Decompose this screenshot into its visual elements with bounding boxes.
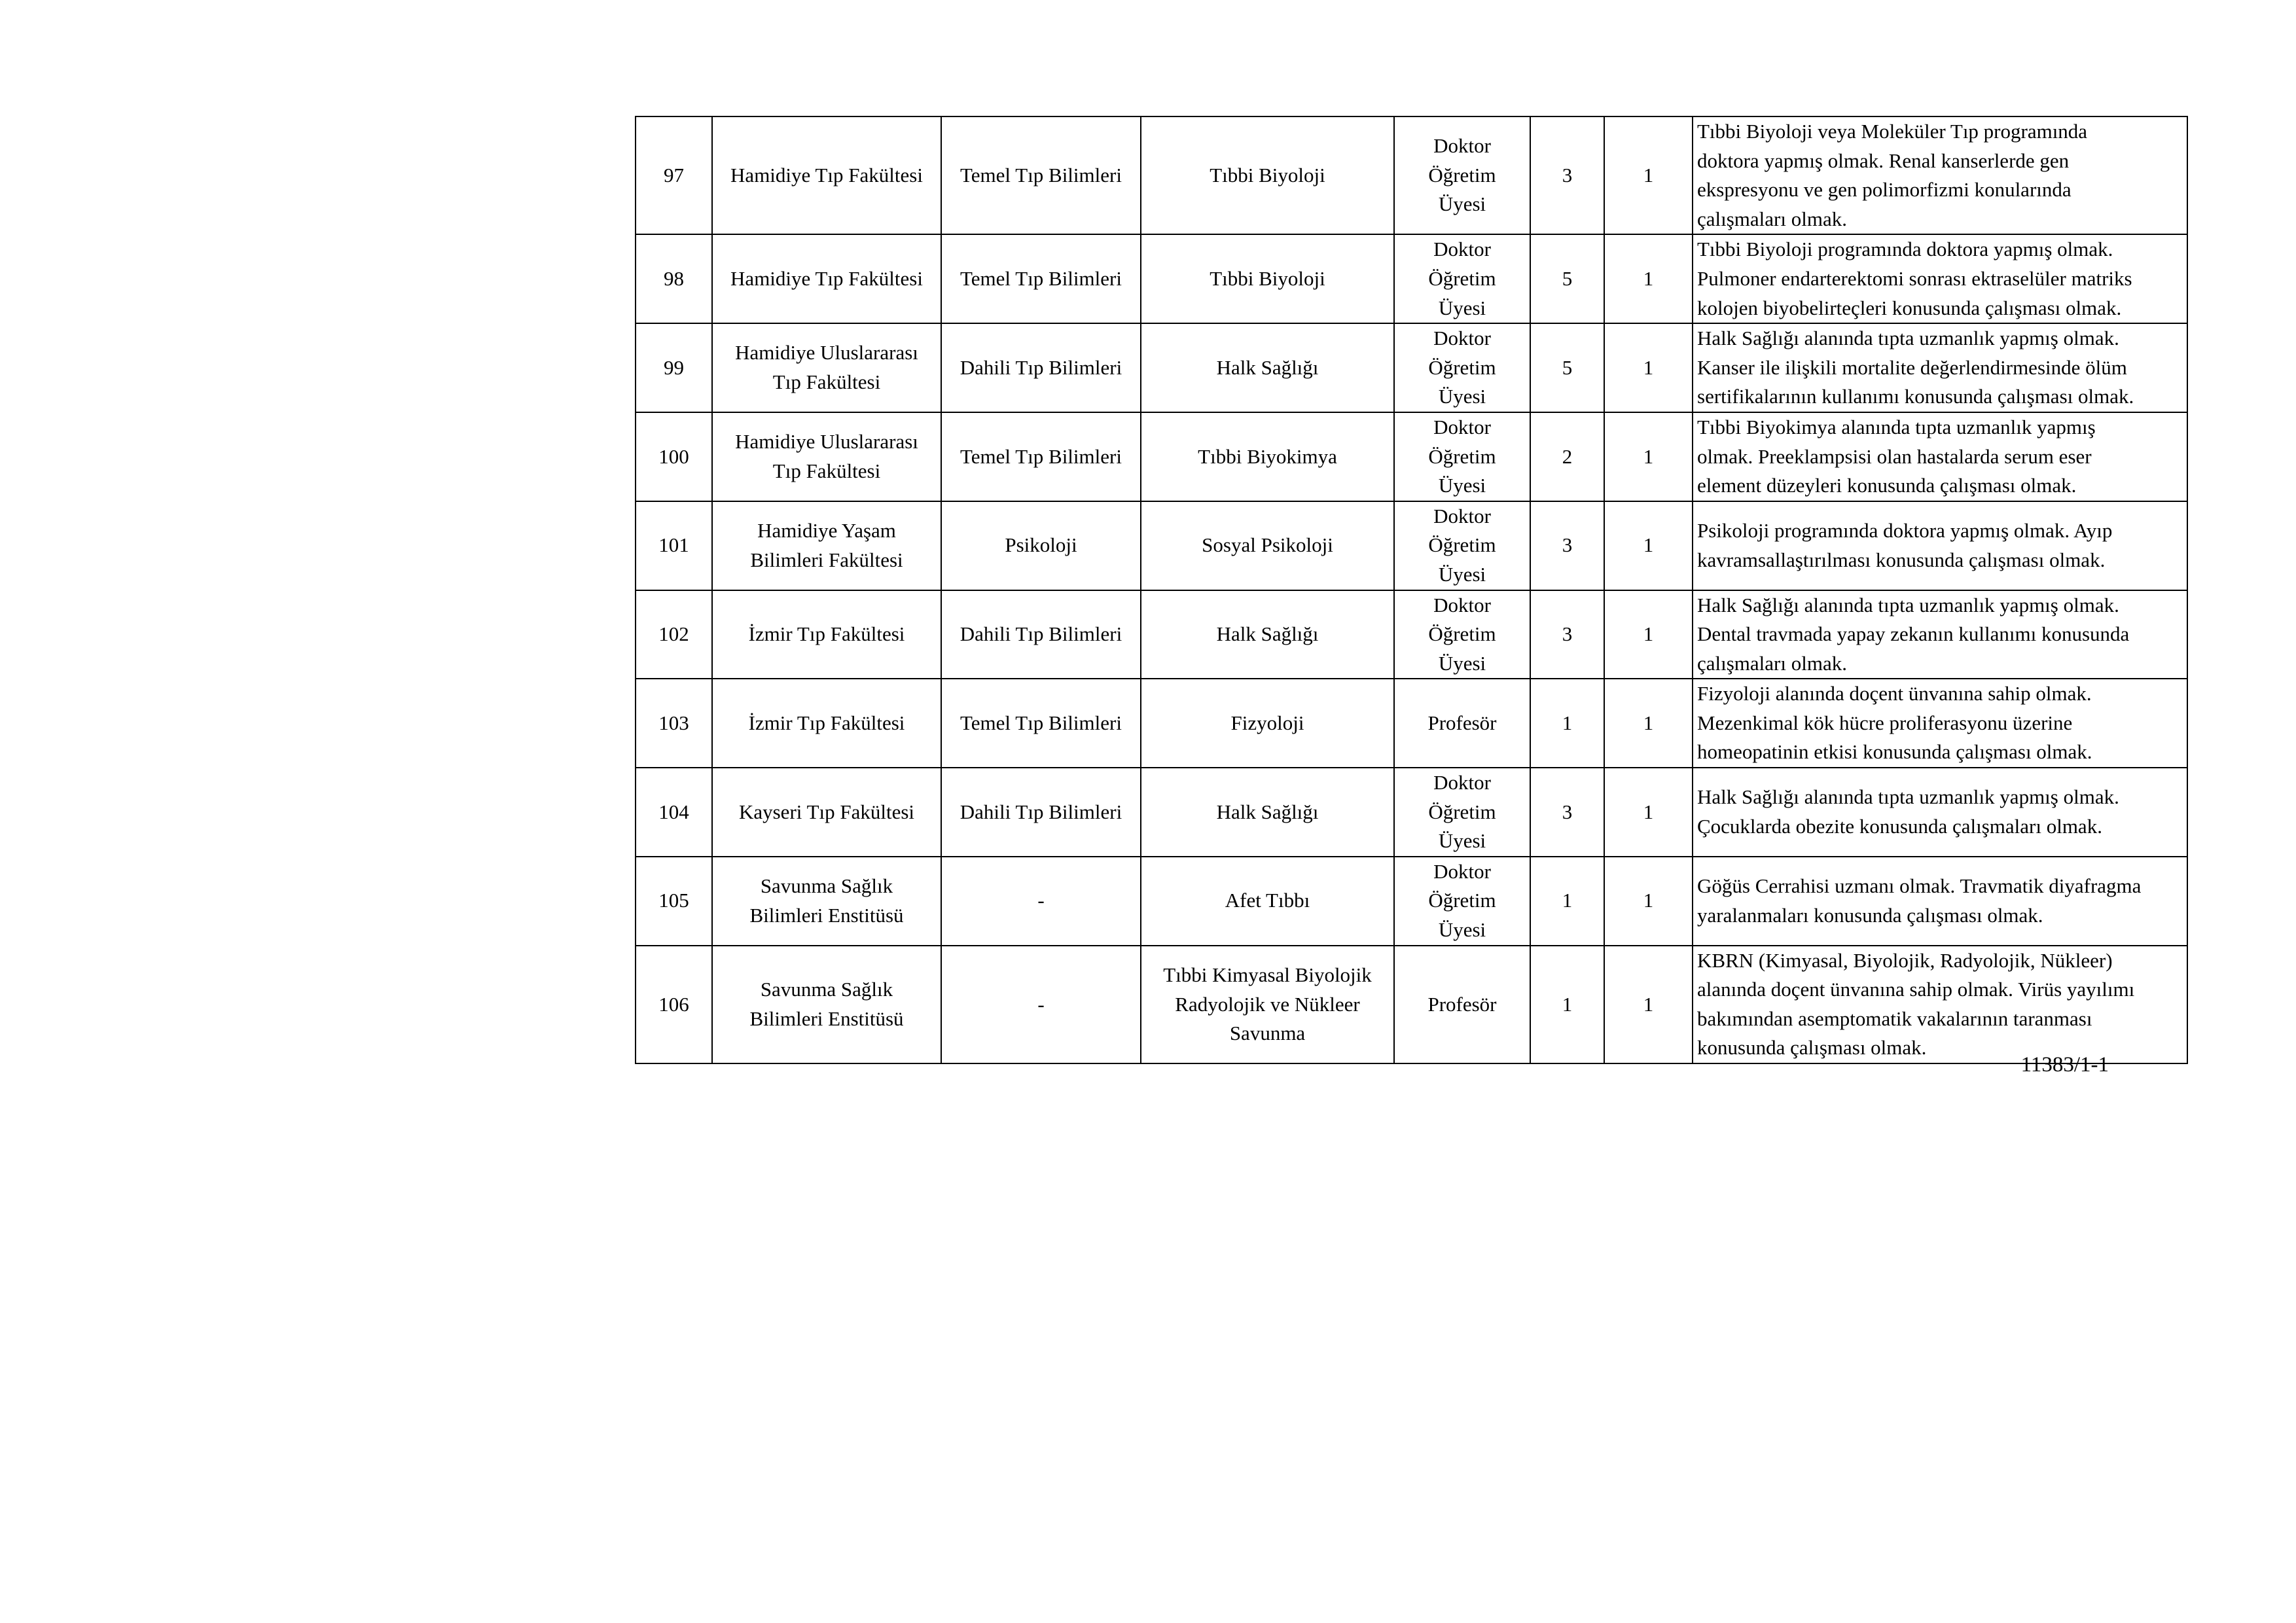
academic-title: Profesör <box>1427 711 1497 734</box>
requirements-cell <box>1693 323 2187 412</box>
position-count-cell <box>1604 768 1693 857</box>
row-number-cell <box>636 857 712 946</box>
requirements-cell <box>1693 590 2187 679</box>
field-name: Halk Sağlığı <box>1216 622 1319 646</box>
degree: 3 <box>1562 533 1573 557</box>
unit-name: Hamidiye Uluslararası Tıp Fakültesi <box>735 341 918 394</box>
academic-title-cell <box>1394 590 1530 679</box>
academic-title-cell <box>1394 768 1530 857</box>
field-name: Halk Sağlığı <box>1216 355 1319 379</box>
field-name-cell <box>1141 501 1394 590</box>
requirements: KBRN (Kimyasal, Biyolojik, Radyolojik, Nükleer) alanında doçent ünvanına sahip olmak. Virüs yayılımı bakımından asemptomatik vakalarının taranması konusunda çalışması olmak. <box>1697 948 2135 1060</box>
academic-title: Doktor Öğretim Üyesi <box>1428 771 1496 853</box>
degree: 5 <box>1562 266 1573 290</box>
degree: 2 <box>1562 444 1573 468</box>
unit-name-cell <box>712 768 941 857</box>
academic-title-cell <box>1394 501 1530 590</box>
department-name-cell <box>941 323 1141 412</box>
department-name: Dahili Tıp Bilimleri <box>960 355 1122 379</box>
field-name-cell <box>1141 116 1394 234</box>
row-number: 101 <box>658 533 689 557</box>
row-number-cell <box>636 501 712 590</box>
academic-title: Doktor Öğretim Üyesi <box>1428 859 1496 942</box>
requirements-cell <box>1693 857 2187 946</box>
requirements-cell <box>1693 679 2187 768</box>
degree-cell <box>1530 768 1604 857</box>
requirements-cell <box>1693 501 2187 590</box>
position-count: 1 <box>1643 889 1654 912</box>
department-name-cell <box>941 768 1141 857</box>
staff-positions-table <box>635 116 2188 1064</box>
requirements-cell <box>1693 946 2187 1063</box>
position-count: 1 <box>1643 266 1654 290</box>
row-number: 104 <box>658 800 689 823</box>
unit-name-cell <box>712 234 941 323</box>
field-name-cell <box>1141 857 1394 946</box>
unit-name-cell <box>712 412 941 501</box>
requirements: Tıbbi Biyoloji veya Moleküler Tıp programında doktora yapmış olmak. Renal kanserlerde gen ekspresyonu ve gen polimorfizmi konularında çalışmaları olmak. <box>1697 120 2088 230</box>
degree: 5 <box>1562 355 1573 379</box>
department-name: Dahili Tıp Bilimleri <box>960 622 1122 646</box>
academic-title-cell <box>1394 412 1530 501</box>
table-row <box>636 323 2187 412</box>
field-name-cell <box>1141 234 1394 323</box>
position-count-cell <box>1604 234 1693 323</box>
position-count-cell <box>1604 946 1693 1063</box>
degree-cell <box>1530 590 1604 679</box>
department-name: Temel Tıp Bilimleri <box>960 444 1122 468</box>
field-name-cell <box>1141 679 1394 768</box>
row-number: 98 <box>664 266 684 290</box>
field-name: Tıbbi Kimyasal Biyolojik Radyolojik ve Nükleer Savunma <box>1163 963 1372 1045</box>
department-name-cell <box>941 946 1141 1063</box>
department-name: Dahili Tıp Bilimleri <box>960 800 1122 823</box>
table-row <box>636 116 2187 234</box>
row-number-cell <box>636 679 712 768</box>
position-count: 1 <box>1643 711 1654 734</box>
position-count-cell <box>1604 857 1693 946</box>
field-name: Tıbbi Biyoloji <box>1210 163 1325 187</box>
position-count: 1 <box>1643 163 1654 187</box>
row-number: 106 <box>658 992 689 1016</box>
field-name: Fizyoloji <box>1230 711 1304 734</box>
degree-cell <box>1530 857 1604 946</box>
department-name: - <box>1037 889 1045 912</box>
table-row <box>636 946 2187 1063</box>
requirements-cell <box>1693 768 2187 857</box>
academic-title: Doktor Öğretim Üyesi <box>1428 593 1496 675</box>
unit-name-cell <box>712 857 941 946</box>
requirements-cell <box>1693 116 2187 234</box>
field-name-cell <box>1141 590 1394 679</box>
row-number-cell <box>636 768 712 857</box>
unit-name-cell <box>712 501 941 590</box>
table-row <box>636 590 2187 679</box>
academic-title-cell <box>1394 946 1530 1063</box>
row-number: 105 <box>658 889 689 912</box>
row-number: 102 <box>658 622 689 646</box>
degree: 3 <box>1562 163 1573 187</box>
degree-cell <box>1530 323 1604 412</box>
unit-name-cell <box>712 590 941 679</box>
unit-name: İzmir Tıp Fakültesi <box>748 622 905 646</box>
degree-cell <box>1530 116 1604 234</box>
table-row <box>636 412 2187 501</box>
unit-name: Hamidiye Yaşam Bilimleri Fakültesi <box>750 519 903 571</box>
academic-title: Profesör <box>1427 992 1497 1016</box>
department-name-cell <box>941 116 1141 234</box>
field-name: Afet Tıbbı <box>1225 889 1310 912</box>
department-name: Temel Tıp Bilimleri <box>960 163 1122 187</box>
position-count-cell <box>1604 590 1693 679</box>
row-number-cell <box>636 234 712 323</box>
field-name: Tıbbi Biyokimya <box>1198 444 1337 468</box>
field-name: Sosyal Psikoloji <box>1202 533 1333 557</box>
academic-title: Doktor Öğretim Üyesi <box>1428 327 1496 408</box>
department-name: Temel Tıp Bilimleri <box>960 711 1122 734</box>
degree-cell <box>1530 234 1604 323</box>
academic-title-cell <box>1394 323 1530 412</box>
page-reference-code: 11383/1-1 <box>2020 1053 2109 1077</box>
academic-title-cell <box>1394 857 1530 946</box>
field-name: Tıbbi Biyoloji <box>1210 266 1325 290</box>
requirements: Halk Sağlığı alanında tıpta uzmanlık yapmış olmak. Kanser ile ilişkili mortalite değerlendirmesinde ölüm sertifikalarının kullanımı konusunda çalışması olmak. <box>1697 327 2134 408</box>
field-name-cell <box>1141 323 1394 412</box>
field-name-cell <box>1141 946 1394 1063</box>
row-number-cell <box>636 323 712 412</box>
unit-name: Hamidiye Tıp Fakültesi <box>730 266 923 290</box>
unit-name: Kayseri Tıp Fakültesi <box>738 800 915 823</box>
requirements: Halk Sağlığı alanında tıpta uzmanlık yapmış olmak. Dental travmada yapay zekanın kullanımı konusunda çalışmaları olmak. <box>1697 593 2130 675</box>
position-count: 1 <box>1643 444 1654 468</box>
position-count-cell <box>1604 412 1693 501</box>
position-count-cell <box>1604 501 1693 590</box>
field-name-cell <box>1141 412 1394 501</box>
row-number: 99 <box>664 355 684 379</box>
academic-title: Doktor Öğretim Üyesi <box>1428 238 1496 319</box>
degree: 1 <box>1562 992 1573 1016</box>
position-count-cell <box>1604 116 1693 234</box>
department-name: - <box>1037 992 1045 1016</box>
row-number: 100 <box>658 444 689 468</box>
unit-name-cell <box>712 116 941 234</box>
table-row <box>636 679 2187 768</box>
unit-name: Hamidiye Tıp Fakültesi <box>730 163 923 187</box>
department-name-cell <box>941 590 1141 679</box>
requirements: Göğüs Cerrahisi uzmanı olmak. Travmatik diyafragma yaralanmaları konusunda çalışması olmak. <box>1697 874 2142 927</box>
unit-name: Hamidiye Uluslararası Tıp Fakültesi <box>735 430 918 482</box>
position-count: 1 <box>1643 800 1654 823</box>
academic-title-cell <box>1394 116 1530 234</box>
position-count: 1 <box>1643 622 1654 646</box>
requirements: Fizyoloji alanında doçent ünvanına sahip olmak. Mezenkimal kök hücre proliferasyonu üzerine homeopatinin etkisi konusunda çalışması olmak. <box>1697 682 2092 764</box>
requirements: Psikoloji programında doktora yapmış olmak. Ayıp kavramsallaştırılması konusunda çalışması olmak. <box>1697 519 2113 571</box>
requirements-cell <box>1693 234 2187 323</box>
position-count: 1 <box>1643 533 1654 557</box>
table-row <box>636 768 2187 857</box>
requirements: Tıbbi Biyokimya alanında tıpta uzmanlık yapmış olmak. Preeklampsisi olan hastalarda serum eser element düzeyleri konusunda çalışması olmak. <box>1697 415 2096 497</box>
unit-name: Savunma Sağlık Bilimleri Enstitüsü <box>749 978 904 1030</box>
table-body <box>636 116 2187 1063</box>
degree: 3 <box>1562 800 1573 823</box>
academic-title: Doktor Öğretim Üyesi <box>1428 134 1496 216</box>
row-number: 103 <box>658 711 689 734</box>
academic-title-cell <box>1394 679 1530 768</box>
position-count-cell <box>1604 323 1693 412</box>
requirements: Halk Sağlığı alanında tıpta uzmanlık yapmış olmak. Çocuklarda obezite konusunda çalışmaları olmak. <box>1697 785 2119 838</box>
position-count: 1 <box>1643 355 1654 379</box>
department-name-cell <box>941 501 1141 590</box>
degree-cell <box>1530 412 1604 501</box>
row-number-cell <box>636 412 712 501</box>
table-row <box>636 501 2187 590</box>
unit-name-cell <box>712 323 941 412</box>
unit-name-cell <box>712 679 941 768</box>
position-count: 1 <box>1643 992 1654 1016</box>
degree: 3 <box>1562 622 1573 646</box>
academic-title: Doktor Öğretim Üyesi <box>1428 504 1496 586</box>
row-number-cell <box>636 590 712 679</box>
degree: 1 <box>1562 889 1573 912</box>
table-row <box>636 234 2187 323</box>
row-number-cell <box>636 946 712 1063</box>
degree-cell <box>1530 679 1604 768</box>
department-name-cell <box>941 679 1141 768</box>
field-name: Halk Sağlığı <box>1216 800 1319 823</box>
row-number: 97 <box>664 163 684 187</box>
row-number-cell <box>636 116 712 234</box>
academic-title: Doktor Öğretim Üyesi <box>1428 415 1496 497</box>
department-name-cell <box>941 412 1141 501</box>
department-name: Psikoloji <box>1005 533 1077 557</box>
degree-cell <box>1530 501 1604 590</box>
table-row <box>636 857 2187 946</box>
requirements: Tıbbi Biyoloji programında doktora yapmış olmak. Pulmoner endarterektomi sonrası ektraselüler matriks kolojen biyobelirteçleri konusunda çalışması olmak. <box>1697 238 2132 319</box>
degree-cell <box>1530 946 1604 1063</box>
field-name-cell <box>1141 768 1394 857</box>
requirements-cell <box>1693 412 2187 501</box>
department-name-cell <box>941 234 1141 323</box>
unit-name-cell <box>712 946 941 1063</box>
position-count-cell <box>1604 679 1693 768</box>
unit-name: Savunma Sağlık Bilimleri Enstitüsü <box>749 874 904 927</box>
academic-title-cell <box>1394 234 1530 323</box>
department-name: Temel Tıp Bilimleri <box>960 266 1122 290</box>
department-name-cell <box>941 857 1141 946</box>
unit-name: İzmir Tıp Fakültesi <box>748 711 905 734</box>
degree: 1 <box>1562 711 1573 734</box>
